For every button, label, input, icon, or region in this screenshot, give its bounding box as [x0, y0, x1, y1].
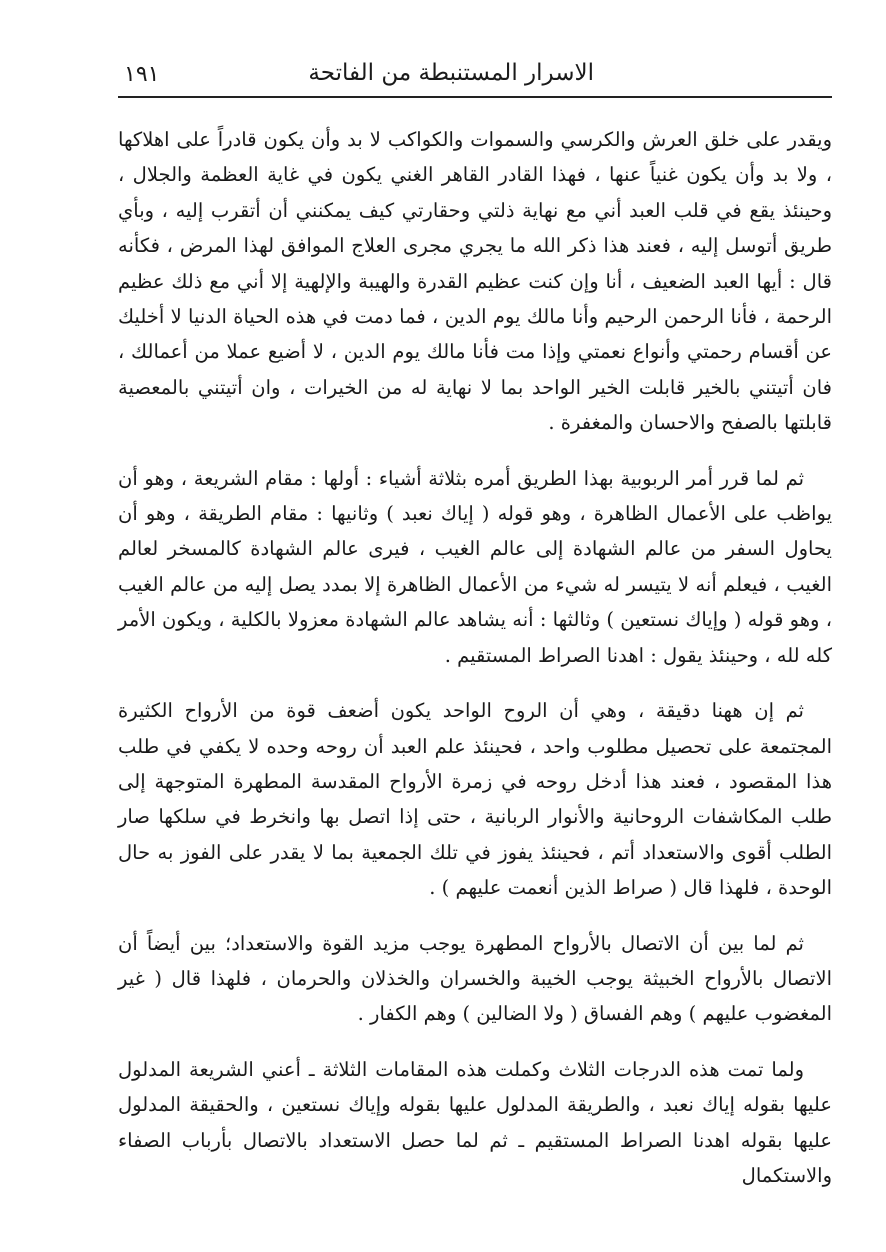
- paragraph-4: ثم لما بين أن الاتصال بالأرواح المطهرة يوجب مزيد القوة والاستعداد؛ بين أيضاً أن الاتصال بالأرواح الخبيثة يوجب الخيبة والخسران والخذلان والحرمان ، فلهذا قال ( غير المغضوب عليهم ) وهم الفساق ( ولا الضالين ) وهم الكفار .: [118, 931, 832, 1026]
- page-header: [118, 56, 832, 98]
- paragraph-5: ولما تمت هذه الدرجات الثلاث وكملت هذه المقامات الثلاثة ـ أعني الشريعة المدلول عليها بقوله إياك نعبد ، والطريقة المدلول عليها بقوله وإياك نستعين ، والحقيقة المدلول عليها بقوله اهدنا الصراط المستقيم ـ ثم لما حصل الاستعداد بالاتصال بأرباب الصفاء والاستكمال: [118, 1057, 832, 1187]
- paragraph-3: ثم إن ههنا دقيقة ، وهي أن الروح الواحد يكون أضعف قوة من الأرواح الكثيرة المجتمعة على تحصيل مطلوب واحد ، فحينئذ علم العبد أن روحه وحده لا يكفي في طلب هذا المقصود ، فعند هذا أدخل روحه في زمرة الأرواح المقدسة المطهرة المتوجهة إلى طلب المكاشفات الروحانية والأنوار الربانية ، حتى إذا اتصل بها وانخرط في سلكها صار الطلب أقوى والاستعداد أتم ، فحينئذ يفوز في تلك الجمعية بما لا يقدر على الفوز به حال الوحدة ، فلهذا قال ( صراط الذين أنعمت عليهم ) .: [118, 699, 832, 900]
- paragraph-1: ويقدر على خلق العرش والكرسي والسموات والكواكب لا بد وأن يكون قادراً على اهلاكها ، ولا بد وأن يكون غنياً عنها ، فهذا القادر القاهر الغني يكون في غاية العظمة والجلال ، وحينئذ يقع في قلب العبد أني مع نهاية ذلتي وحقارتي كيف يمكنني أن أتقرب إليه ، وبأي طريق أتوسل إليه ، فعند هذا ذكر الله ما يجري مجرى العلاج الموافق لهذا المرض ، فكأنه قال : أيها العبد الضعيف ، أنا وإن كنت عظيم القدرة والهيبة والإلهية إلا أني مع ذلك عظيم الرحمة ، فأنا الرحمن الرحيم وأنا مالك يوم الدين ، فما دمت في هذه الحياة الدنيا لا أخليك عن أقسام رحمتي وأنواع نعمتي وإذا مت فأنا مالك يوم الدين ، لا أضيع عملا من أعمالك ، فان أتيتني بالخير قابلت الخير الواحد بما لا نهاية له من الخيرات ، وان أتيتني بالمعصية قابلتها بالصفح والاحسان والمغفرة .: [118, 128, 832, 435]
- page-number: ١٩١: [124, 62, 160, 87]
- body-text: [118, 122, 832, 1193]
- running-title: الاسرار المستنبطة من الفاتحة: [308, 60, 594, 86]
- paragraph-2: ثم لما قرر أمر الربوبية بهذا الطريق أمره بثلاثة أشياء : أولها : مقام الشريعة ، وهو أن يواظب على الأعمال الظاهرة ، وهو قوله ( إياك نعبد ) وثانيها : مقام الطريقة ، وهو أن يحاول السفر من عالم الشهادة إلى عالم الغيب ، فيرى عالم الشهادة كالمسخر لعالم الغيب ، فيعلم أنه لا يتيسر له شيء من الأعمال الظاهرة إلا بمدد يصل إليه من عالم الغيب ، وهو قوله ( وإياك نستعين ) وثالثها : أنه يشاهد عالم الشهادة معزولا بالكلية ، ويكون الأمر كله لله ، وحينئذ يقول : اهدنا الصراط المستقيم .: [118, 466, 833, 667]
